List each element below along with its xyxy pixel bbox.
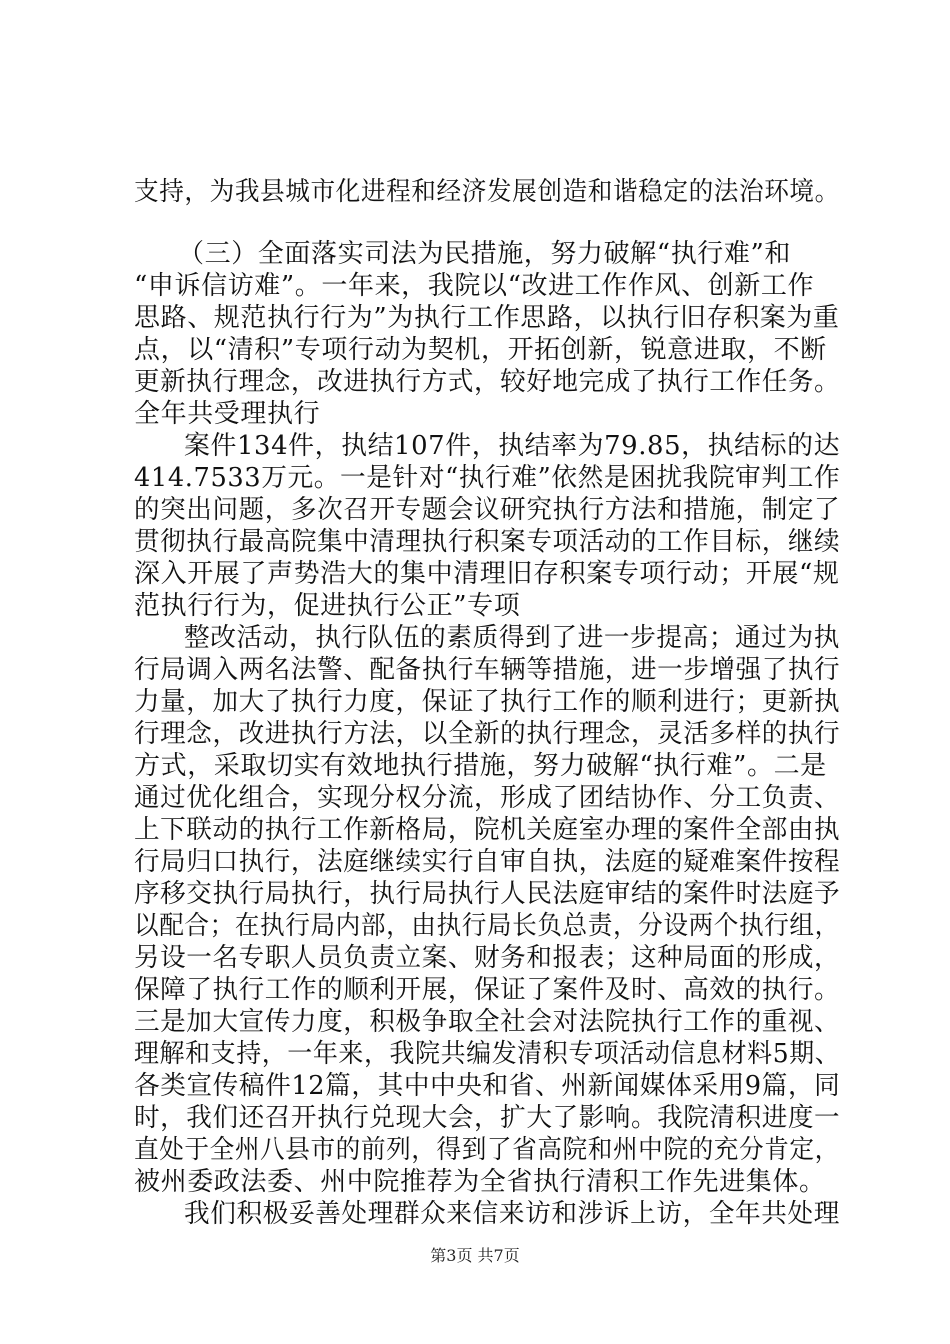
text-line: 全年共受理执行 bbox=[134, 399, 321, 429]
text-line: 上下联动的执行工作新格局，院机关庭室办理的案件全部由执 bbox=[134, 815, 841, 845]
text-line: 案件134件，执结107件，执结率为79.85，执结标的达 bbox=[184, 431, 841, 461]
text-line: 414.7533万元。一是针对“执行难”依然是困扰我院审判工作 bbox=[134, 463, 841, 493]
text-line: 思路、规范执行行为”为执行工作思路，以执行旧存积案为重 bbox=[134, 303, 840, 333]
text-line: 序移交执行局执行，执行局执行人民法庭审结的案件时法庭予 bbox=[134, 879, 841, 909]
text-line: 直处于全州八县市的前列，得到了省高院和州中院的充分肯定， bbox=[134, 1135, 840, 1165]
text-line: 整改活动，执行队伍的素质得到了进一步提高；通过为执 bbox=[184, 623, 841, 653]
text-line: 范执行行为，促进执行公正”专项 bbox=[134, 591, 521, 621]
text-line: 深入开展了声势浩大的集中清理旧存积案专项行动；开展“规 bbox=[134, 559, 840, 589]
text-line: 理解和支持，一年来，我院共编发清积专项活动信息材料5期、 bbox=[134, 1039, 841, 1069]
text-line: 行理念，改进执行方法，以全新的执行理念，灵活多样的执行 bbox=[134, 719, 841, 749]
text-line: 更新执行理念，改进执行方式，较好地完成了执行工作任务。 bbox=[134, 367, 841, 397]
text-line: 的突出问题，多次召开专题会议研究执行方法和措施，制定了 bbox=[134, 495, 841, 525]
text-line: 行局归口执行，法庭继续实行自审自执，法庭的疑难案件按程 bbox=[134, 847, 841, 877]
text-line: 方式，采取切实有效地执行措施，努力破解“执行难”。二是 bbox=[134, 751, 827, 781]
text-line: 力量，加大了执行力度，保证了执行工作的顺利进行；更新执 bbox=[134, 687, 841, 717]
page-footer: 第3页 共7页 bbox=[430, 1246, 520, 1265]
text-line: 保障了执行工作的顺利开展，保证了案件及时、高效的执行。 bbox=[134, 975, 841, 1005]
text-line: 我们积极妥善处理群众来信来访和涉诉上访，全年共处理 bbox=[184, 1199, 841, 1229]
text-line: 贯彻执行最高院集中清理执行积案专项活动的工作目标，继续 bbox=[134, 527, 841, 557]
text-line: 支持，为我县城市化进程和经济发展创造和谐稳定的法治环境。 bbox=[134, 177, 840, 207]
text-line: 各类宣传稿件12篇，其中中央和省、州新闻媒体采用9篇，同 bbox=[134, 1071, 841, 1101]
text-line: 另设一名专职人员负责立案、财务和报表；这种局面的形成， bbox=[134, 943, 841, 973]
text-line: 被州委政法委、州中院推荐为全省执行清积工作先进集体。 bbox=[134, 1167, 826, 1197]
text-line: 通过优化组合，实现分权分流，形成了团结协作、分工负责、 bbox=[134, 783, 841, 813]
text-line: 以配合；在执行局内部，由执行局长负总责，分设两个执行组， bbox=[134, 911, 840, 941]
text-line: 行局调入两名法警、配备执行车辆等措施，进一步增强了执行 bbox=[134, 655, 841, 685]
text-line: 时，我们还召开执行兑现大会，扩大了影响。我院清积进度一 bbox=[134, 1103, 841, 1133]
text-line: （三）全面落实司法为民措施，努力破解“执行难”和 bbox=[178, 239, 791, 269]
text-line: “申诉信访难”。一年来，我院以“改进工作作风、创新工作 bbox=[134, 271, 815, 301]
text-line: 点，以“清积”专项行动为契机，开拓创新，锐意进取，不断 bbox=[134, 335, 827, 365]
text-line: 三是加大宣传力度，积极争取全社会对法院执行工作的重视、 bbox=[134, 1007, 841, 1037]
